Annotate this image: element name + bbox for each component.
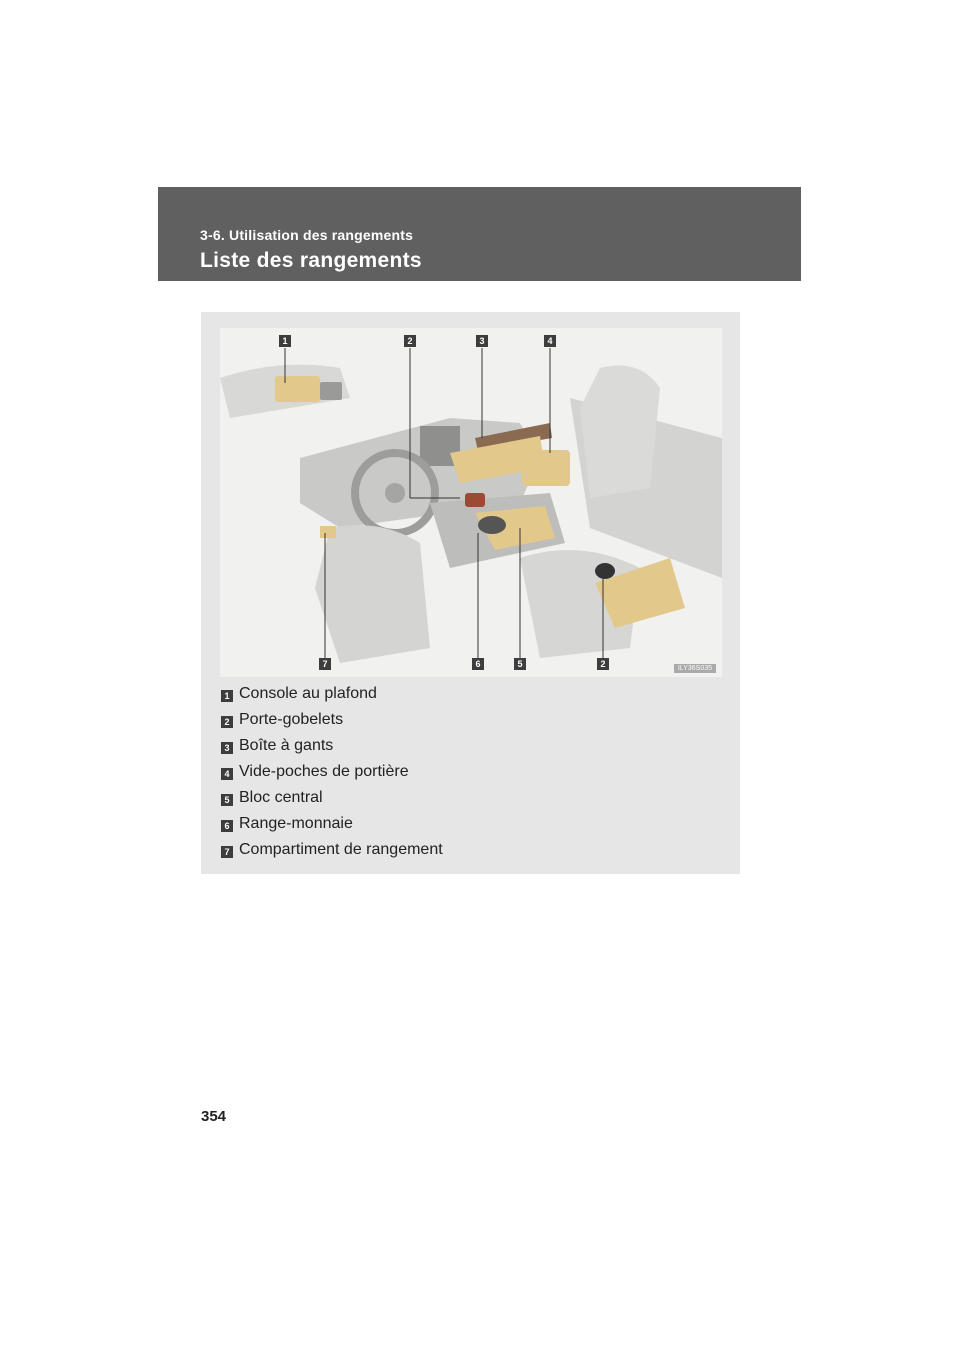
legend-item bbox=[221, 733, 443, 759]
overhead-console-highlight bbox=[275, 376, 320, 402]
callout-1: 1 bbox=[279, 335, 291, 347]
section-header bbox=[158, 187, 801, 281]
legend-number: 1 bbox=[221, 690, 233, 702]
legend-label: Porte-gobelets bbox=[239, 711, 344, 728]
legend-label: Range-monnaie bbox=[239, 815, 353, 832]
legend-number: 5 bbox=[221, 794, 233, 806]
legend-item bbox=[221, 837, 443, 863]
callout-2-rear: 2 bbox=[597, 658, 609, 670]
legend-item bbox=[221, 785, 443, 811]
legend-label: Vide-poches de portière bbox=[239, 763, 409, 780]
callout-3: 3 bbox=[476, 335, 488, 347]
legend-label: Console au plafond bbox=[239, 685, 377, 702]
storage-panel bbox=[201, 312, 740, 874]
callout-5: 5 bbox=[514, 658, 526, 670]
legend-item bbox=[221, 681, 443, 707]
legend-number: 6 bbox=[221, 820, 233, 832]
legend-number: 4 bbox=[221, 768, 233, 780]
legend-label: Compartiment de rangement bbox=[239, 841, 443, 858]
callout-2: 2 bbox=[404, 335, 416, 347]
legend-number: 7 bbox=[221, 846, 233, 858]
legend-list bbox=[221, 681, 443, 863]
car-interior-illustration bbox=[220, 328, 722, 677]
section-label: 3-6. Utilisation des rangements bbox=[200, 227, 414, 243]
door-pocket-highlight bbox=[522, 450, 570, 486]
page-title: Liste des rangements bbox=[200, 249, 422, 272]
page-number: 354 bbox=[201, 1108, 227, 1125]
legend-number: 2 bbox=[221, 716, 233, 728]
callout-4: 4 bbox=[544, 335, 556, 347]
legend-item bbox=[221, 759, 443, 785]
callout-7: 7 bbox=[319, 658, 331, 670]
car-interior-drawing bbox=[220, 328, 722, 677]
cup-holder-front bbox=[465, 493, 485, 507]
legend-item bbox=[221, 707, 443, 733]
callout-6: 6 bbox=[472, 658, 484, 670]
legend-number: 3 bbox=[221, 742, 233, 754]
image-code: ILY36S035 bbox=[674, 664, 716, 673]
legend-label: Boîte à gants bbox=[239, 737, 334, 754]
legend-item bbox=[221, 811, 443, 837]
storage-compartment-highlight bbox=[320, 526, 336, 538]
legend-label: Bloc central bbox=[239, 789, 323, 806]
